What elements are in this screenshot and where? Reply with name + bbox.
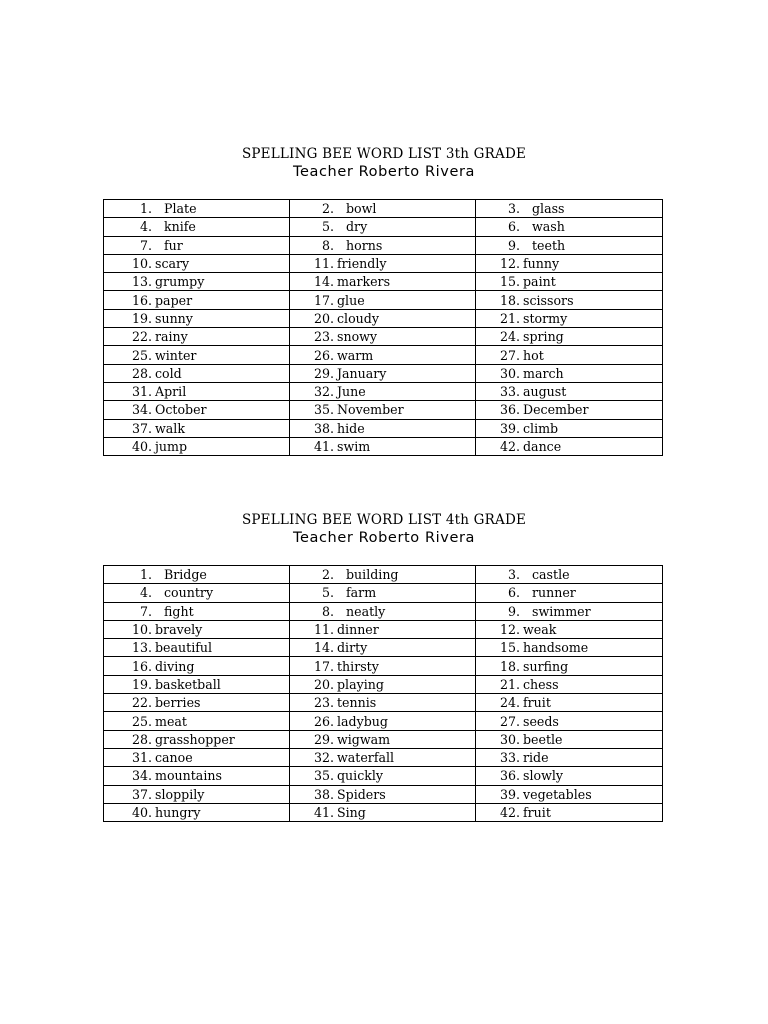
word-cell	[104, 584, 290, 602]
word-number: 40.	[131, 805, 152, 820]
word-number: 12.	[499, 256, 520, 272]
spelling-word: mountains	[155, 768, 222, 784]
word-cell	[290, 236, 476, 254]
spelling-word: bravely	[155, 622, 203, 638]
spelling-word: diving	[155, 658, 195, 674]
word-number: 12.	[499, 622, 520, 638]
spelling-word: Plate	[164, 201, 197, 217]
word-list-3rd-grade-header	[0, 146, 768, 181]
spelling-word: chess	[523, 676, 559, 692]
word-number: 23.	[313, 695, 334, 711]
word-cell	[290, 639, 476, 657]
spelling-word: hungry	[155, 805, 201, 820]
word-number: 7.	[139, 603, 152, 619]
word-number: 19.	[131, 310, 152, 326]
spelling-word: sunny	[155, 310, 193, 326]
word-cell	[290, 382, 476, 400]
word-cell	[104, 657, 290, 675]
table-row	[104, 584, 663, 602]
spelling-word: grumpy	[155, 274, 205, 290]
word-cell	[290, 566, 476, 584]
word-cell	[476, 346, 663, 364]
table-row	[104, 657, 663, 675]
spelling-word: November	[337, 402, 404, 418]
spelling-word: hot	[523, 347, 544, 363]
spelling-word: markers	[337, 274, 391, 290]
table-row	[104, 566, 663, 584]
word-cell	[290, 273, 476, 291]
word-number: 3.	[507, 567, 520, 583]
spelling-word: wigwam	[337, 731, 391, 747]
word-cell	[104, 602, 290, 620]
word-cell	[476, 657, 663, 675]
spelling-word: teeth	[532, 237, 566, 253]
word-cell	[104, 328, 290, 346]
word-number: 6.	[507, 585, 520, 601]
spelling-word: knife	[164, 219, 196, 235]
teacher-name: Teacher Roberto Rivera	[292, 530, 476, 546]
word-number: 26.	[313, 713, 334, 729]
word-number: 1.	[139, 201, 152, 217]
word-number: 4.	[139, 219, 152, 235]
word-number: 42.	[499, 805, 520, 820]
spelling-word: thirsty	[337, 658, 379, 674]
spelling-word: berries	[155, 695, 201, 711]
word-number: 5.	[321, 585, 334, 601]
table-row	[104, 273, 663, 291]
table-row	[104, 200, 663, 218]
word-number: 36.	[499, 402, 520, 418]
spelling-word: fruit	[523, 695, 551, 711]
word-number: 9.	[507, 603, 520, 619]
word-number: 6.	[507, 219, 520, 235]
spelling-word: paint	[523, 274, 556, 290]
spelling-word: winter	[155, 347, 197, 363]
spelling-word: paper	[155, 292, 193, 308]
word-number: 35.	[313, 402, 334, 418]
spelling-word: spring	[523, 329, 564, 345]
list-title: SPELLING BEE WORD LIST 3th GRADE	[241, 146, 527, 162]
word-number: 33.	[499, 750, 520, 766]
word-number: 19.	[131, 676, 152, 692]
word-cell	[104, 401, 290, 419]
spelling-word: funny	[523, 256, 560, 272]
table-row	[104, 767, 663, 785]
table-row	[104, 437, 663, 455]
word-number: 21.	[499, 676, 520, 692]
word-cell	[476, 328, 663, 346]
word-number: 13.	[131, 274, 152, 290]
table-row	[104, 291, 663, 309]
word-number: 30.	[499, 731, 520, 747]
spelling-word: march	[523, 365, 564, 381]
word-cell	[476, 254, 663, 272]
table-row	[104, 675, 663, 693]
word-cell	[104, 675, 290, 693]
word-number: 7.	[139, 237, 152, 253]
word-cell	[104, 639, 290, 657]
word-number: 17.	[313, 292, 334, 308]
word-cell	[476, 694, 663, 712]
spelling-word: sloppily	[155, 786, 205, 802]
word-cell	[290, 675, 476, 693]
spelling-word: Sing	[337, 805, 366, 820]
spelling-word: handsome	[523, 640, 589, 656]
spelling-word: swimmer	[532, 603, 591, 619]
teacher-name: Teacher Roberto Rivera	[292, 164, 476, 180]
word-number: 38.	[313, 786, 334, 802]
word-number: 28.	[131, 365, 152, 381]
word-number: 41.	[313, 439, 334, 454]
spelling-word: dinner	[337, 622, 379, 638]
spelling-word: stormy	[523, 310, 568, 326]
word-cell	[476, 785, 663, 803]
spelling-word: beautiful	[155, 640, 213, 656]
word-number: 29.	[313, 731, 334, 747]
spelling-word: Bridge	[164, 567, 207, 583]
word-cell	[290, 291, 476, 309]
word-cell	[290, 437, 476, 455]
spelling-word: castle	[532, 567, 570, 583]
word-number: 8.	[321, 237, 334, 253]
word-cell	[104, 767, 290, 785]
word-cell	[290, 364, 476, 382]
spelling-word: fruit	[523, 805, 551, 820]
word-cell	[290, 218, 476, 236]
word-cell	[476, 620, 663, 638]
word-number: 28.	[131, 731, 152, 747]
word-cell	[476, 437, 663, 455]
word-cell	[290, 602, 476, 620]
word-cell	[104, 730, 290, 748]
spelling-word: farm	[346, 585, 377, 601]
word-number: 25.	[131, 713, 152, 729]
word-cell	[104, 712, 290, 730]
spelling-word: glass	[532, 201, 565, 217]
word-number: 18.	[499, 292, 520, 308]
spelling-word: seeds	[523, 713, 559, 729]
word-cell	[290, 254, 476, 272]
word-number: 42.	[499, 439, 520, 454]
word-cell	[476, 309, 663, 327]
list-title: SPELLING BEE WORD LIST 4th GRADE	[241, 512, 527, 528]
word-number: 21.	[499, 310, 520, 326]
word-number: 41.	[313, 805, 334, 820]
table-row	[104, 620, 663, 638]
spelling-word: country	[164, 585, 214, 601]
word-cell	[476, 584, 663, 602]
table-row	[104, 694, 663, 712]
word-cell	[104, 785, 290, 803]
spelling-word: neatly	[346, 603, 386, 619]
spelling-word: august	[523, 384, 567, 400]
word-number: 34.	[131, 402, 152, 418]
word-cell	[290, 419, 476, 437]
word-number: 27.	[499, 713, 520, 729]
word-number: 39.	[499, 786, 520, 802]
word-cell	[104, 200, 290, 218]
spelling-word: warm	[337, 347, 374, 363]
word-list-4th-grade-header	[0, 512, 768, 547]
word-number: 15.	[499, 274, 520, 290]
word-cell	[290, 401, 476, 419]
spelling-word: building	[346, 567, 399, 583]
table-row	[104, 346, 663, 364]
spelling-word: climb	[523, 420, 559, 436]
word-cell	[476, 803, 663, 821]
word-cell	[104, 273, 290, 291]
word-cell	[290, 328, 476, 346]
table-row	[104, 712, 663, 730]
word-cell	[290, 200, 476, 218]
word-number: 11.	[313, 256, 334, 272]
spelling-word: beetle	[523, 731, 563, 747]
word-number: 20.	[313, 310, 334, 326]
word-number: 2.	[321, 567, 334, 583]
spelling-word: bowl	[346, 201, 377, 217]
word-number: 26.	[313, 347, 334, 363]
spelling-word: horns	[346, 237, 383, 253]
word-cell	[476, 218, 663, 236]
word-cell	[290, 767, 476, 785]
spelling-word: dance	[523, 439, 562, 454]
table-row	[104, 309, 663, 327]
spelling-word: wash	[532, 219, 565, 235]
table-row	[104, 401, 663, 419]
word-cell	[476, 566, 663, 584]
word-number: 8.	[321, 603, 334, 619]
word-number: 24.	[499, 329, 520, 345]
word-number: 14.	[313, 640, 334, 656]
word-number: 31.	[131, 750, 152, 766]
word-number: 25.	[131, 347, 152, 363]
table-row	[104, 328, 663, 346]
spelling-word: dirty	[337, 640, 368, 656]
word-number: 40.	[131, 439, 152, 454]
spelling-word: canoe	[155, 750, 193, 766]
spelling-word: jump	[155, 439, 188, 454]
word-cell	[290, 748, 476, 766]
word-cell	[104, 620, 290, 638]
word-number: 37.	[131, 786, 152, 802]
spelling-word: basketball	[155, 676, 221, 692]
word-cell	[104, 364, 290, 382]
spelling-word: glue	[337, 292, 365, 308]
word-number: 39.	[499, 420, 520, 436]
spelling-word: waterfall	[337, 750, 395, 766]
word-cell	[476, 200, 663, 218]
word-cell	[476, 236, 663, 254]
spelling-word: hide	[337, 420, 365, 436]
spelling-word: ride	[523, 750, 549, 766]
word-cell	[104, 382, 290, 400]
word-cell	[104, 254, 290, 272]
word-number: 32.	[313, 750, 334, 766]
word-cell	[104, 566, 290, 584]
spelling-word: scary	[155, 256, 190, 272]
word-number: 22.	[131, 695, 152, 711]
word-cell	[476, 602, 663, 620]
spelling-word: quickly	[337, 768, 384, 784]
word-number: 36.	[499, 768, 520, 784]
word-cell	[290, 712, 476, 730]
word-number: 4.	[139, 585, 152, 601]
word-cell	[290, 346, 476, 364]
word-number: 20.	[313, 676, 334, 692]
word-cell	[104, 291, 290, 309]
word-cell	[290, 309, 476, 327]
word-number: 18.	[499, 658, 520, 674]
word-number: 1.	[139, 567, 152, 583]
table-row	[104, 785, 663, 803]
spelling-word: fur	[164, 237, 183, 253]
table-row	[104, 748, 663, 766]
spelling-word: January	[337, 365, 387, 381]
word-number: 9.	[507, 237, 520, 253]
spelling-word: fight	[164, 603, 194, 619]
word-number: 15.	[499, 640, 520, 656]
table-row	[104, 236, 663, 254]
spelling-word: surfing	[523, 658, 569, 674]
word-cell	[476, 748, 663, 766]
table-row	[104, 254, 663, 272]
table-row	[104, 419, 663, 437]
spelling-word: grasshopper	[155, 731, 235, 747]
word-cell	[104, 748, 290, 766]
spelling-word: swim	[337, 439, 371, 454]
table-row	[104, 803, 663, 821]
table-row	[104, 730, 663, 748]
word-number: 34.	[131, 768, 152, 784]
word-number: 35.	[313, 768, 334, 784]
word-cell	[476, 382, 663, 400]
word-number: 16.	[131, 658, 152, 674]
word-number: 13.	[131, 640, 152, 656]
table-row	[104, 602, 663, 620]
word-cell	[476, 767, 663, 785]
word-cell	[104, 309, 290, 327]
word-table-3rd-grade	[103, 199, 663, 456]
spelling-word: October	[155, 402, 207, 418]
word-cell	[104, 236, 290, 254]
word-cell	[476, 730, 663, 748]
spelling-word: June	[337, 384, 366, 400]
spelling-word: dry	[346, 219, 368, 235]
spelling-word: Spiders	[337, 786, 386, 802]
spelling-word: walk	[155, 420, 185, 436]
spelling-word: weak	[523, 622, 557, 638]
word-number: 32.	[313, 384, 334, 400]
word-number: 30.	[499, 365, 520, 381]
word-cell	[476, 419, 663, 437]
word-cell	[104, 346, 290, 364]
spelling-word: playing	[337, 676, 384, 692]
word-cell	[290, 584, 476, 602]
word-number: 29.	[313, 365, 334, 381]
word-number: 31.	[131, 384, 152, 400]
spelling-word: vegetables	[523, 786, 592, 802]
spelling-word: tennis	[337, 695, 377, 711]
word-cell	[476, 401, 663, 419]
word-cell	[476, 291, 663, 309]
word-number: 38.	[313, 420, 334, 436]
word-cell	[290, 803, 476, 821]
word-number: 24.	[499, 695, 520, 711]
word-number: 3.	[507, 201, 520, 217]
word-number: 5.	[321, 219, 334, 235]
table-row	[104, 382, 663, 400]
table-row	[104, 218, 663, 236]
spelling-word: meat	[155, 713, 187, 729]
word-number: 2.	[321, 201, 334, 217]
spelling-word: rainy	[155, 329, 188, 345]
word-number: 23.	[313, 329, 334, 345]
word-number: 11.	[313, 622, 334, 638]
word-cell	[290, 730, 476, 748]
word-number: 17.	[313, 658, 334, 674]
word-number: 33.	[499, 384, 520, 400]
word-number: 14.	[313, 274, 334, 290]
word-cell	[104, 694, 290, 712]
spelling-word: scissors	[523, 292, 574, 308]
spelling-word: friendly	[337, 256, 387, 272]
spelling-word: cloudy	[337, 310, 379, 326]
spelling-word: December	[523, 402, 589, 418]
table-row	[104, 639, 663, 657]
spelling-word: runner	[532, 585, 576, 601]
spelling-word: slowly	[523, 768, 563, 784]
word-cell	[476, 273, 663, 291]
word-cell	[104, 419, 290, 437]
word-number: 37.	[131, 420, 152, 436]
word-cell	[290, 785, 476, 803]
word-number: 27.	[499, 347, 520, 363]
spelling-word: cold	[155, 365, 182, 381]
word-number: 10.	[131, 256, 152, 272]
word-cell	[104, 437, 290, 455]
word-cell	[290, 694, 476, 712]
word-cell	[476, 675, 663, 693]
word-cell	[290, 620, 476, 638]
word-cell	[476, 639, 663, 657]
word-cell	[104, 803, 290, 821]
word-cell	[290, 657, 476, 675]
spelling-word: ladybug	[337, 713, 388, 729]
word-number: 16.	[131, 292, 152, 308]
spelling-word: April	[155, 384, 187, 400]
spelling-word: snowy	[337, 329, 378, 345]
word-cell	[476, 712, 663, 730]
word-cell	[476, 364, 663, 382]
word-cell	[104, 218, 290, 236]
word-number: 22.	[131, 329, 152, 345]
table-row	[104, 364, 663, 382]
word-number: 10.	[131, 622, 152, 638]
word-table-4th-grade	[103, 565, 663, 822]
